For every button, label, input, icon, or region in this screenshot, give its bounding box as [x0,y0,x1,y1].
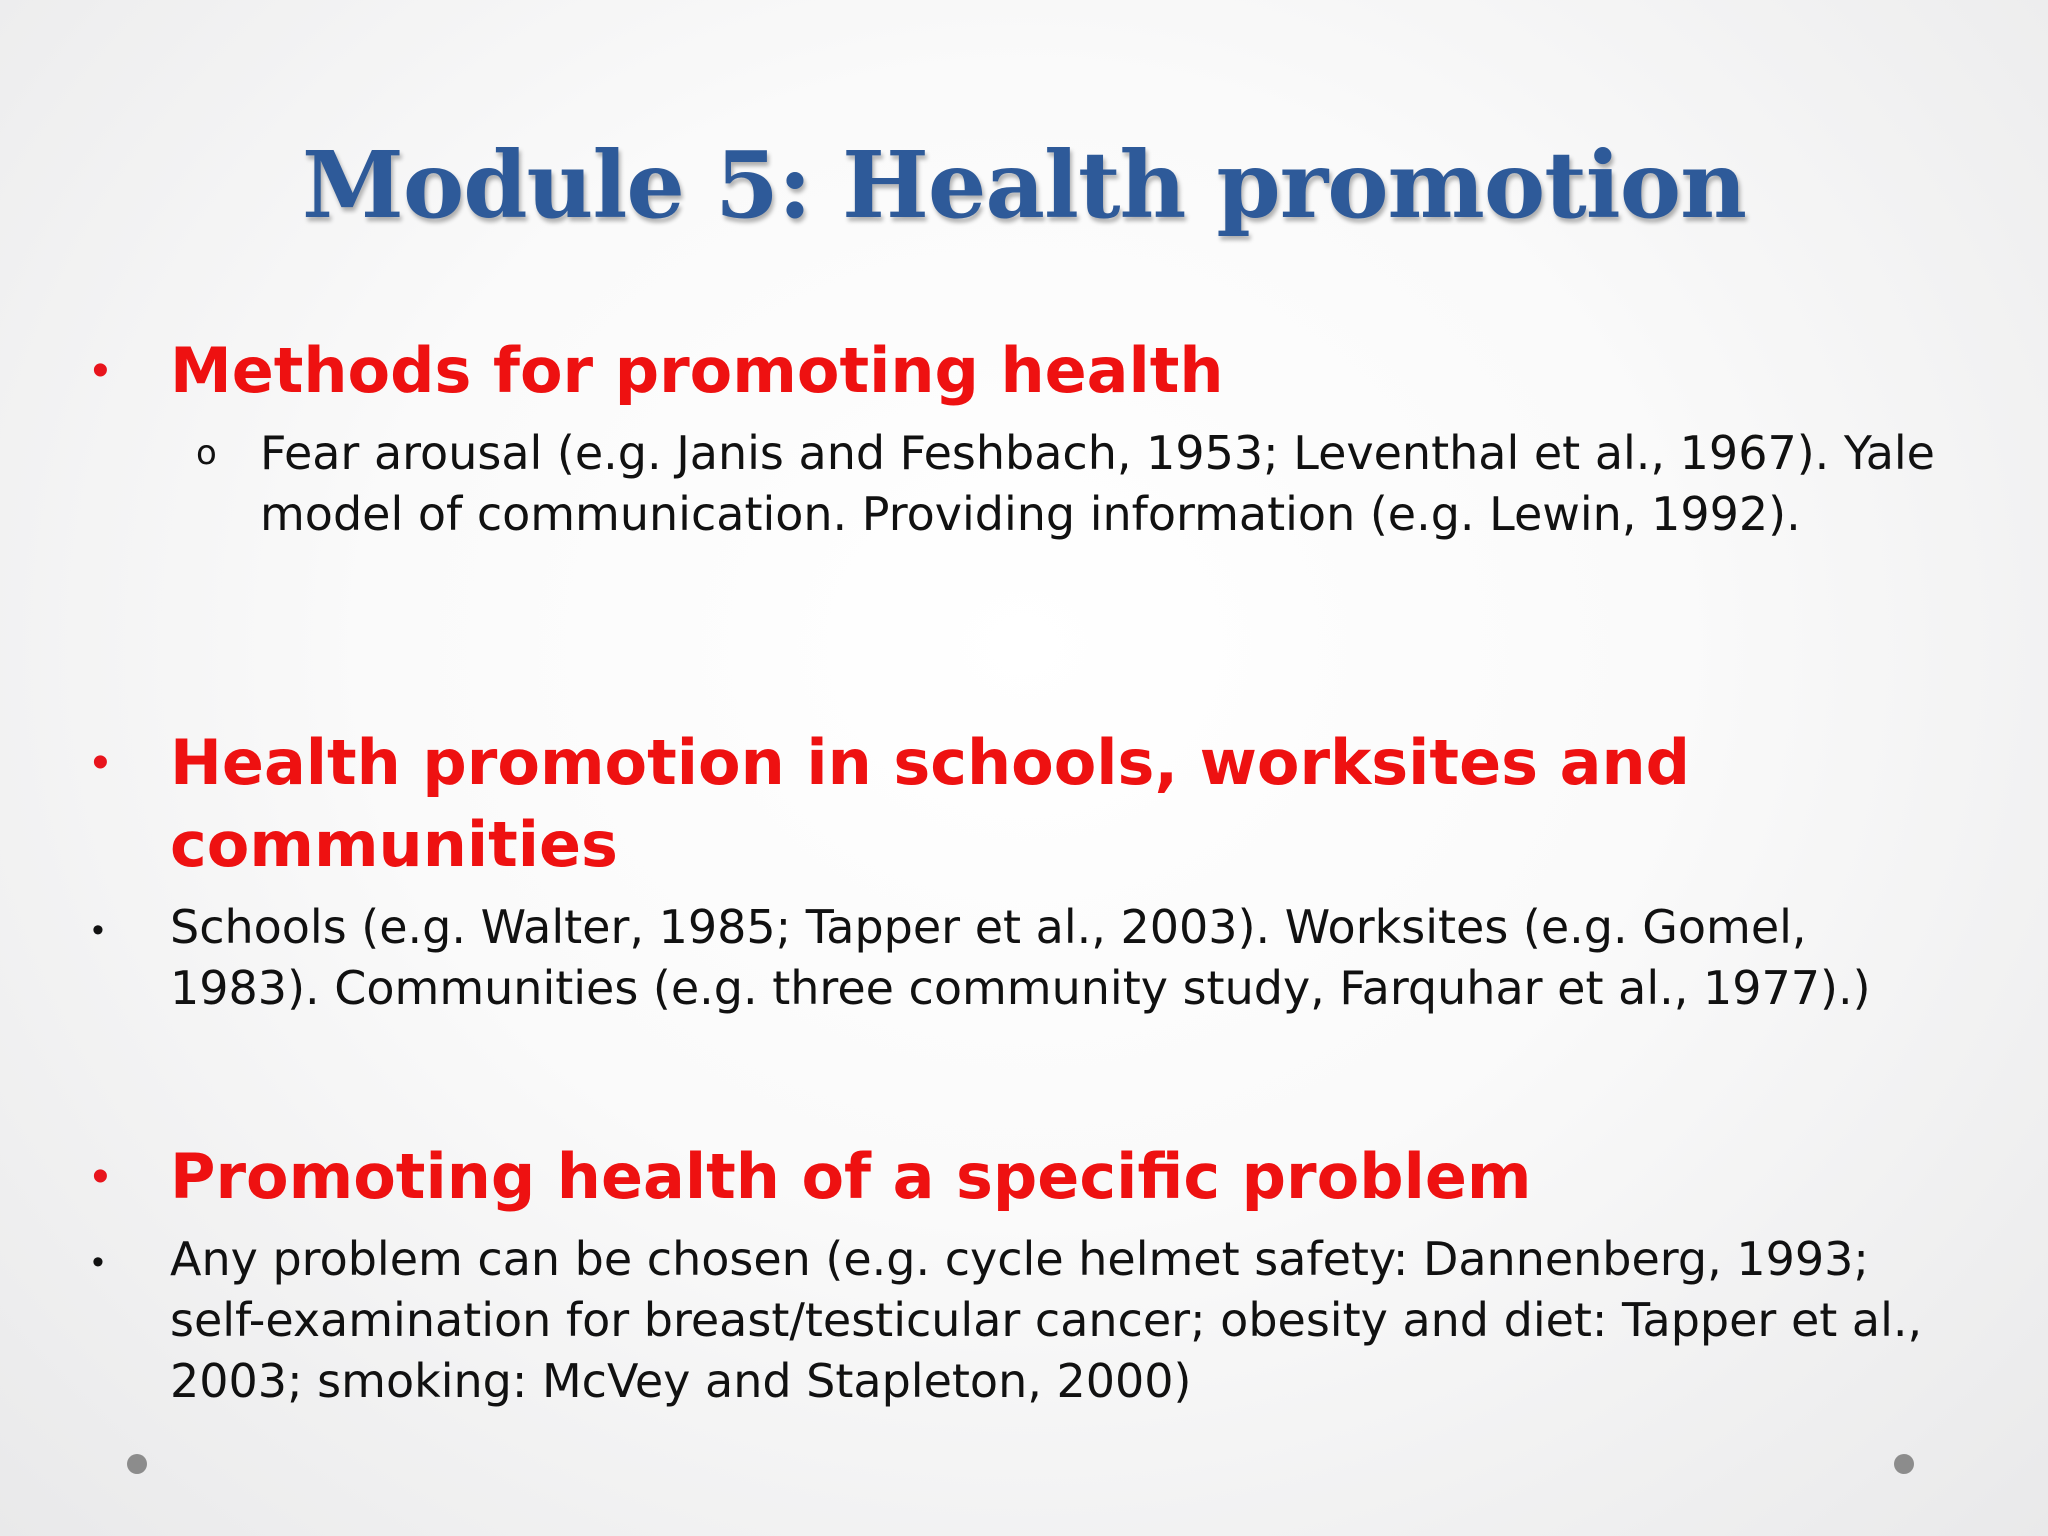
decor-dot-left-icon [127,1454,147,1474]
bullet-icon: • [92,911,104,949]
section-text: Any problem can be chosen (e.g. cycle helmet safety: Dannenberg, 1993; self-examination for breast/testicular cancer; obesity and diet: Tapper et al., 2003; smoking: McVey and Stapleton, 2000) [170,1232,1923,1408]
section-heading: Methods for promoting health [170,334,1224,407]
section-text: Schools (e.g. Walter, 1985; Tapper et al., 2003). Worksites (e.g. Gomel, 1983). Communities (e.g. three community study, Farquhar et al., 1977).) [170,900,1871,1015]
section-heading: Promoting health of a specific problem [170,1140,1532,1213]
section-text: Fear arousal (e.g. Janis and Feshbach, 1953; Leventhal et al., 1967). Yale model of communication. Providing information (e.g. Lewin, 1992). [260,426,1935,541]
sub-bullet-icon: o [196,433,217,473]
bullet-icon: • [92,1243,104,1281]
section-heading: Health promotion in schools, worksites and communities [170,726,1690,881]
bullet-icon: • [92,736,109,789]
slide-title: Module 5: Health promotion [302,131,1746,239]
decor-dot-right-icon [1894,1454,1914,1474]
bullet-icon: • [92,344,109,397]
bullet-icon: • [92,1150,109,1203]
